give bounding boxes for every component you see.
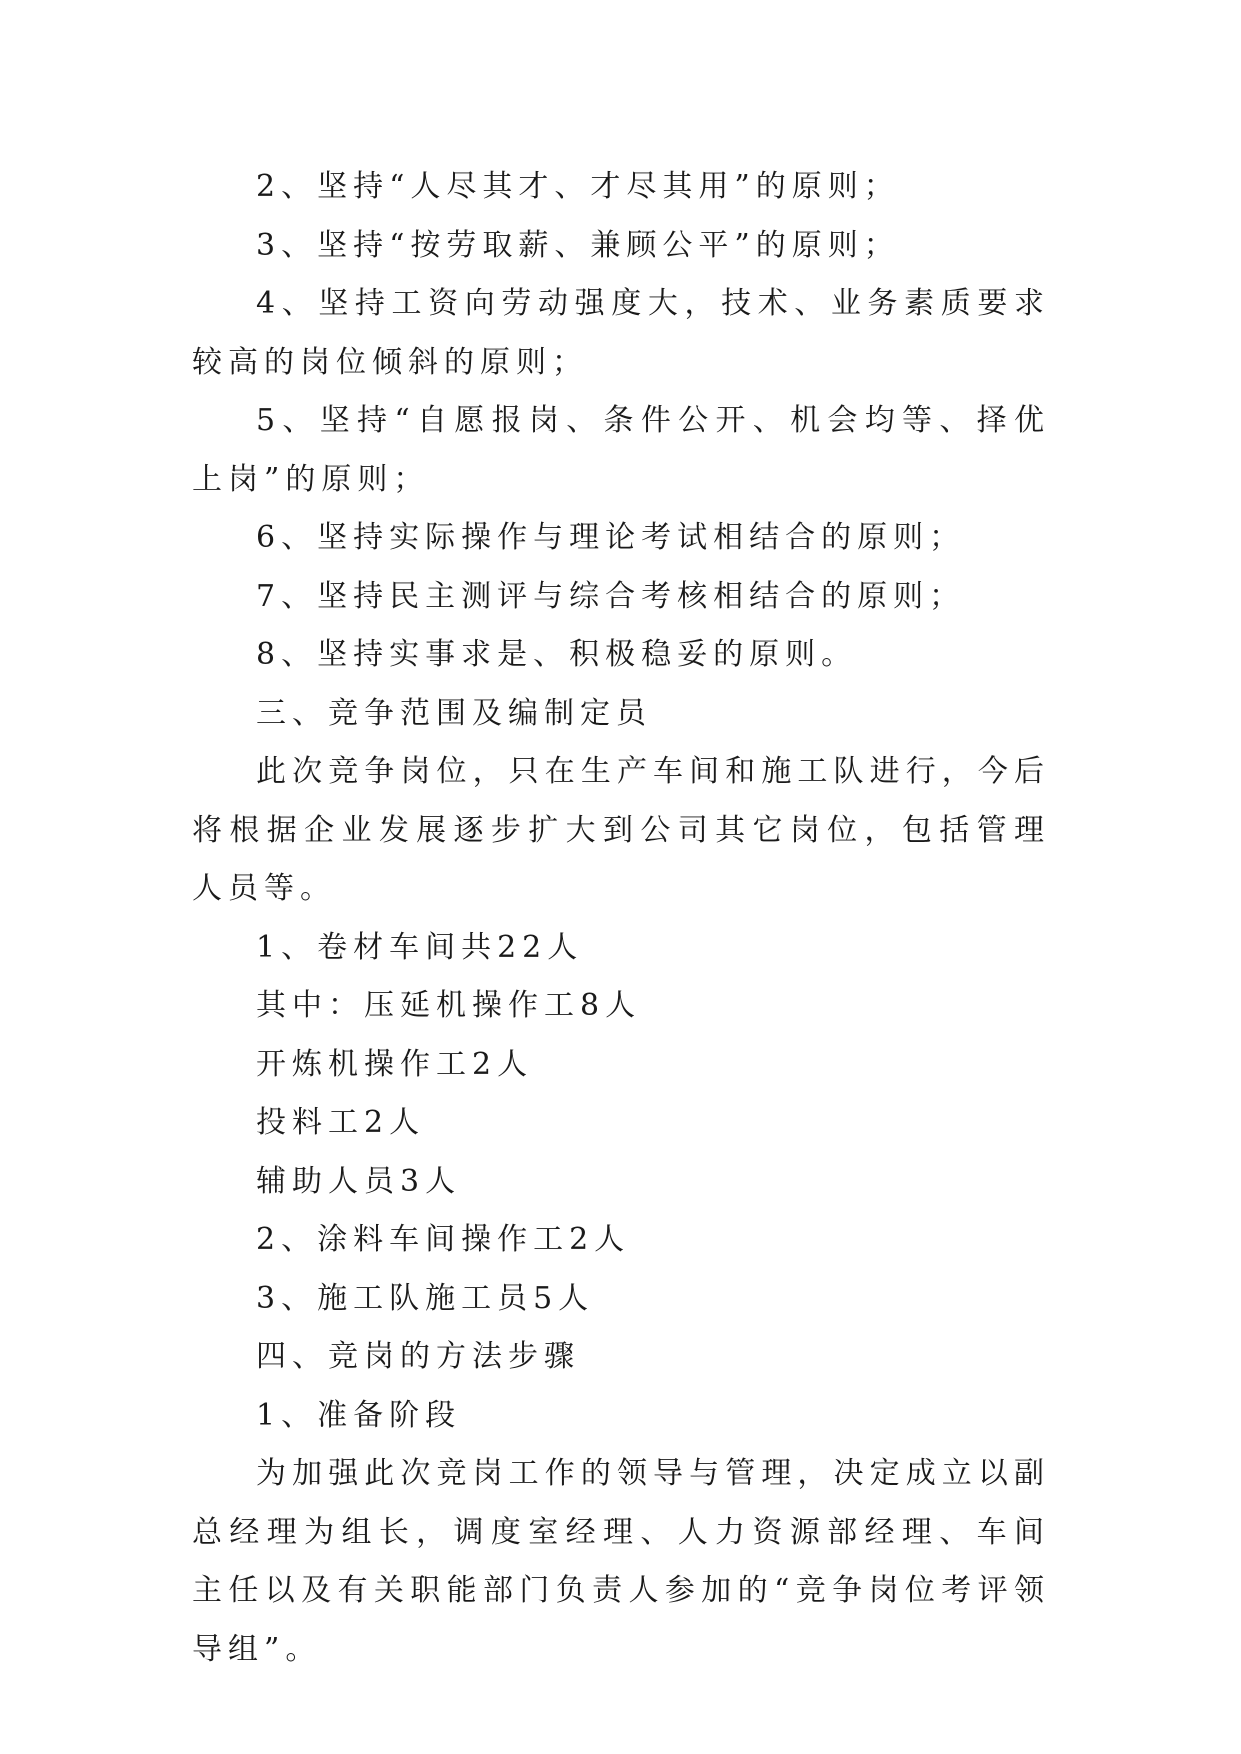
document-body	[192, 158, 1050, 1679]
staffing-subitem: 其中：压延机操作工8人	[256, 988, 642, 1023]
principle-4: 4、坚持工资向劳动强度大，技术、业务素质要求较高的岗位倾斜的原则；	[192, 286, 1050, 380]
principle-7: 7、坚持民主测评与综合考核相结合的原则；	[256, 578, 966, 614]
staffing-item-2: 2、涂料车间操作工2人	[256, 1222, 631, 1257]
principle-5: 5、坚持“自愿报岗、条件公开、机会均等、择优上岗”的原则；	[192, 403, 1050, 497]
principle-6: 6、坚持实际操作与理论考试相结合的原则；	[256, 520, 966, 555]
staffing-item-3: 3、施工队施工员5人	[256, 1280, 595, 1316]
staffing-item-1: 1、卷材车间共22人	[256, 929, 584, 965]
staffing-subitem: 开炼机操作工2人	[256, 1046, 534, 1082]
principle-3: 3、坚持“按劳取薪、兼顾公平”的原则；	[256, 227, 900, 263]
section-heading-3: 三、竞争范围及编制定员	[256, 695, 652, 731]
principle-8: 8、坚持实事求是、积极稳妥的原则。	[256, 637, 858, 672]
leadership-paragraph: 为加强此次竞岗工作的领导与管理，决定成立以副总经理为组长，调度室经理、人力资源部经理、车间主任以及有关职能部门负责人参加的“竞争岗位考评领导组”。	[192, 1456, 1050, 1667]
step-1-heading: 1、准备阶段	[256, 1397, 462, 1433]
staffing-subitem: 投料工2人	[256, 1105, 426, 1140]
scope-paragraph: 此次竞争岗位，只在生产车间和施工队进行，今后将根据企业发展逐步扩大到公司其它岗位，包括管理人员等。	[192, 754, 1050, 906]
section-heading-4: 四、竞岗的方法步骤	[256, 1339, 580, 1374]
principle-2: 2、坚持“人尽其才、才尽其用”的原则；	[256, 169, 900, 204]
staffing-subitem: 辅助人员3人	[256, 1163, 462, 1199]
